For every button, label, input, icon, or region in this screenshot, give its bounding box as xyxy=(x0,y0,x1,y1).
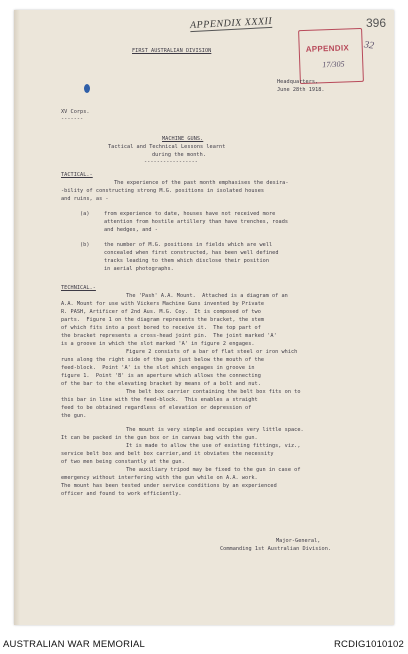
subject-rule: ----------------- xyxy=(144,159,198,165)
technical-line: is a groove in which the slot marked 'A' in figure 2 engages. xyxy=(61,341,255,347)
signature-rank: Major-General, xyxy=(276,538,321,544)
date-line: June 28th 1918. xyxy=(277,87,325,93)
item-b-line: tracks leading to them which disclose their position xyxy=(104,258,270,264)
appendix-stamp xyxy=(298,28,364,84)
technical-line: figure 1. Point 'B' is an aperture which allows the connecting xyxy=(61,373,261,379)
technical-line: service belt box and belt box carrier,and it obviates the necessity xyxy=(61,451,274,457)
addressee-rule: ------- xyxy=(61,116,84,122)
technical-line: The belt box carrier containing the belt box fits on to xyxy=(126,389,301,395)
technical-line: feed to be obtained regardless of elevation or depression of xyxy=(61,405,252,411)
item-a-line: from experience to date, houses have not received more xyxy=(104,211,276,217)
page-number: 396 xyxy=(365,16,386,30)
technical-line: feed-block. Point 'A' is the slot which engages in groove in xyxy=(61,365,255,371)
technical-line: The 'Pash' A.A. Mount. Attached is a diagram of an xyxy=(126,293,288,299)
technical-line: Figure 2 consists of a bar of flat steel or iron which xyxy=(126,349,298,355)
technical-line: The mount has been tested under service conditions by an experienced xyxy=(61,483,277,489)
document-page xyxy=(14,10,394,625)
item-b-label: (b) xyxy=(80,242,90,248)
signature-title: Commanding 1st Australian Division. xyxy=(220,546,332,552)
subject-title: MACHINE GUNS. xyxy=(162,136,204,142)
headquarters-line: Headquarters, xyxy=(277,79,319,85)
technical-line: officer and found to work efficiently. xyxy=(61,491,182,497)
technical-line: It can be packed in the gun box or in canvas bag with the gun. xyxy=(61,435,258,441)
footer-record-id: RCDIG1010102 xyxy=(334,639,404,650)
technical-line: the gun. xyxy=(61,413,87,419)
tactical-intro-line: -bility of constructing strong M.G. positions in isolated houses xyxy=(61,188,265,194)
subject-line-3: during the month. xyxy=(152,152,206,158)
item-b-line: the number of M.G. positions in fields which are well xyxy=(104,242,273,248)
technical-line: The auxiliary tripod may be fixed to the gun in case of xyxy=(126,467,301,473)
item-b-line: in aerial photographs. xyxy=(104,266,174,272)
technical-line: It is made to allow the use of existing fittings, viz., xyxy=(126,443,301,449)
stamp-handwritten-ref: 17/305 xyxy=(322,59,345,70)
technical-line: parts. Figure 1 on the diagram represents the bracket, the stem xyxy=(61,317,265,323)
technical-line: emergency without interfering with the gun while on A.A. work. xyxy=(61,475,258,481)
technical-line: the bracket represents a cross-head joint pin. The joint marked 'A' xyxy=(61,333,277,339)
technical-line: A.A. Mount for use with Vickers Machine Guns invented by Private xyxy=(61,301,265,307)
page-edge-shadow xyxy=(14,10,20,625)
technical-line: of which fits into a post bored to receive it. The top part of xyxy=(61,325,261,331)
technical-line: The mount is very simple and occupies very little space. xyxy=(126,427,304,433)
addressee: XV Corps. xyxy=(61,109,90,115)
tactical-intro-line: The experience of the past month emphasises the desira- xyxy=(114,180,289,186)
technical-heading: TECHNICAL.- xyxy=(61,285,96,291)
item-a-line: and hedges, and - xyxy=(104,227,158,233)
technical-line: of the bar to the elevating bracket by means of a bolt and nut. xyxy=(61,381,261,387)
tactical-heading: TACTICAL.- xyxy=(61,172,93,178)
stamp-corner-mark: 32 xyxy=(363,39,375,52)
technical-line: R. PASH, Artificer of 2nd Aus. M.G. Coy. It is composed of two xyxy=(61,309,261,315)
item-a-label: (a) xyxy=(80,211,90,217)
technical-line: of two men being constantly at the gun. xyxy=(61,459,185,465)
item-a-line: attention from hostile artillery than have trenches, roads xyxy=(104,219,289,225)
subject-line-2: Tactical and Technical Lessons learnt xyxy=(108,144,226,150)
ink-dot-mark xyxy=(84,84,90,93)
footer-archive-name: AUSTRALIAN WAR MEMORIAL xyxy=(3,639,146,650)
letterhead: FIRST AUSTRALIAN DIVISION xyxy=(132,48,212,54)
technical-line: this bar in line with the feed-block. This enables a straight xyxy=(61,397,258,403)
item-b-line: concealed when first constructed, has been well defined xyxy=(104,250,279,256)
technical-line: runs along the right side of the gun just below the mouth of the xyxy=(61,357,265,363)
handwritten-appendix-note: APPENDIX XXXII xyxy=(189,15,273,32)
tactical-intro-line: and ruins, as - xyxy=(61,196,109,202)
stamp-title: APPENDIX xyxy=(305,43,350,54)
